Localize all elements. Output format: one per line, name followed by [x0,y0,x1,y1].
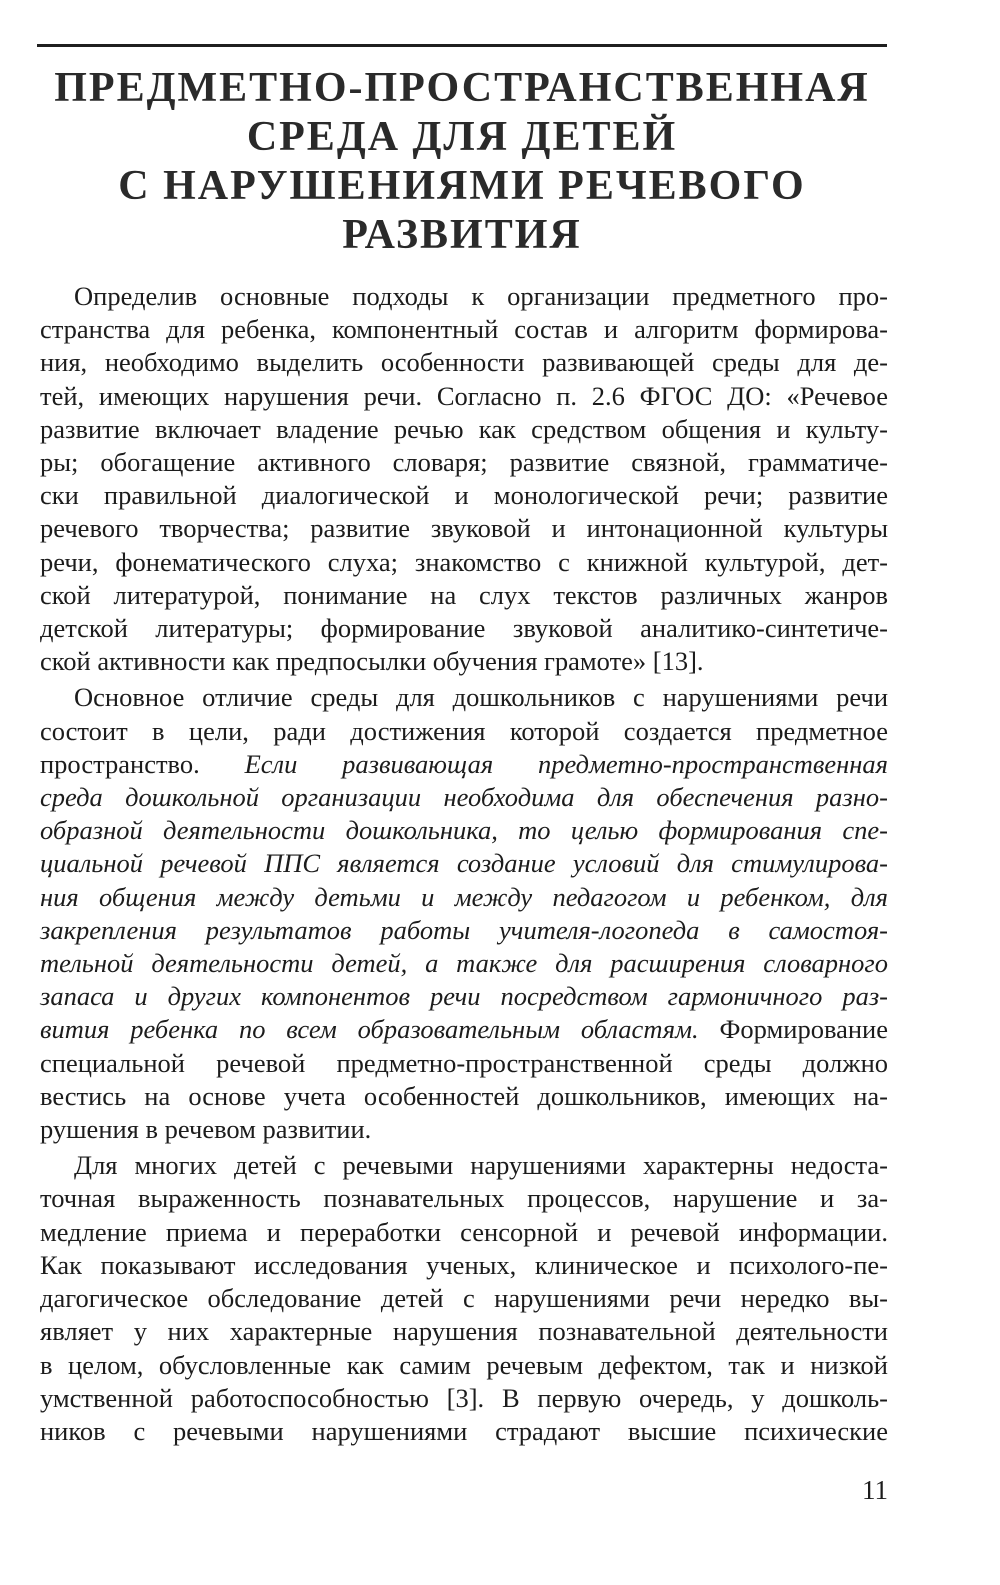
italic-fragment: вития ребенка по всем образовательным областям. [40,1014,699,1045]
text-line: вестись на основе учета особенностей дошкольников, имеющих на- [40,1080,888,1111]
text-line: Основное отличие среды для дошкольников с нарушениями речи [74,682,888,713]
text-line-mixed [40,748,888,781]
title-line: С НАРУШЕНИЯМИ РЕЧЕВОГО [118,163,806,209]
text-line: речевого творчества; развитие звуковой и интонационной культуры [40,513,888,544]
italic-fragment: Если развивающая предметно-пространственная [244,748,888,779]
italic-line: циальной речевой ППС является создание условий для стимулирова- [40,848,888,879]
text-line-mixed [40,1013,888,1046]
text-line: ски правильной диалогической и монологической речи; развитие [40,480,888,511]
title-line: РАЗВИТИЯ [342,212,582,258]
text-line: ры; обогащение активного словаря; развитие связной, грамматиче- [40,447,888,478]
text-line: Как показывают исследования ученых, клиническое и психолого-пе- [40,1249,888,1280]
text-line: специальной речевой предметно-пространственной среды должно [40,1047,888,1078]
title-line: СРЕДА ДЛЯ ДЕТЕЙ [246,114,678,160]
text-line: состоит в цели, ради достижения которой создается предметное [40,715,888,746]
text-fragment: Формирование [719,1014,888,1045]
chapter-title [37,64,887,260]
paragraph-1 [40,280,888,678]
text-line: ской литературой, понимание на слух текстов различных жанров [40,579,888,610]
text-line: детской литературы; формирование звуковой аналитико-синтетиче- [40,613,888,644]
text-line: дагогическое обследование детей с нарушениями речи нередко вы- [40,1283,888,1314]
italic-line: запаса и других компонентов речи посредством гармоничного раз- [40,981,888,1012]
title-line: ПРЕДМЕТНО-ПРОСТРАНСТВЕННАЯ [54,65,870,111]
text-line: точная выраженность познавательных процессов, нарушение и за- [40,1183,888,1214]
text-line: Для многих детей с речевыми нарушениями характерны недоста- [74,1150,888,1181]
header-rule [37,44,887,47]
paragraph-2 [40,681,888,1146]
italic-line: среда дошкольной организации необходима для обеспечения разно- [40,782,888,813]
italic-line: ния общения между детьми и между педагогом и ребенком, для [40,881,888,912]
text-line: ния, необходимо выделить особенности развивающей среды для де- [40,347,888,378]
text-fragment: пространство. [40,748,200,779]
text-line: умственной работоспособностью [3]. В первую очередь, у дошколь- [40,1382,888,1413]
italic-line: образной деятельности дошкольника, то целью формирования спе- [40,815,888,846]
text-line: ской активности как предпосылки обучения грамоте» [13]. [40,646,704,677]
italic-line: тельной деятельности детей, а также для расширения словарного [40,948,888,979]
text-line: рушения в речевом развитии. [40,1114,372,1145]
page-number: 11 [862,1475,888,1505]
text-line: в целом, обусловленные как самим речевым дефектом, так и низкой [40,1349,888,1380]
text-line: медление приема и переработки сенсорной и речевой информации. [40,1216,888,1247]
text-line: являет у них характерные нарушения познавательной деятельности [40,1316,888,1347]
text-line: тей, имеющих нарушения речи. Согласно п. 2.6 ФГОС ДО: «Речевое [40,380,888,411]
body-text [40,280,888,1451]
italic-line: закрепления результатов работы учителя-логопеда в самостоя- [40,914,888,945]
text-line: Определив основные подходы к организации предметного про- [74,281,888,311]
text-line: странства для ребенка, компонентный состав и алгоритм формирова- [40,314,888,345]
text-line: развитие включает владение речью как средством общения и культу- [40,413,888,444]
text-line: речи, фонематического слуха; знакомство с книжной культурой, дет- [40,546,888,577]
text-line: ников с речевыми нарушениями страдают высшие психические [40,1415,888,1446]
paragraph-3 [40,1149,888,1448]
